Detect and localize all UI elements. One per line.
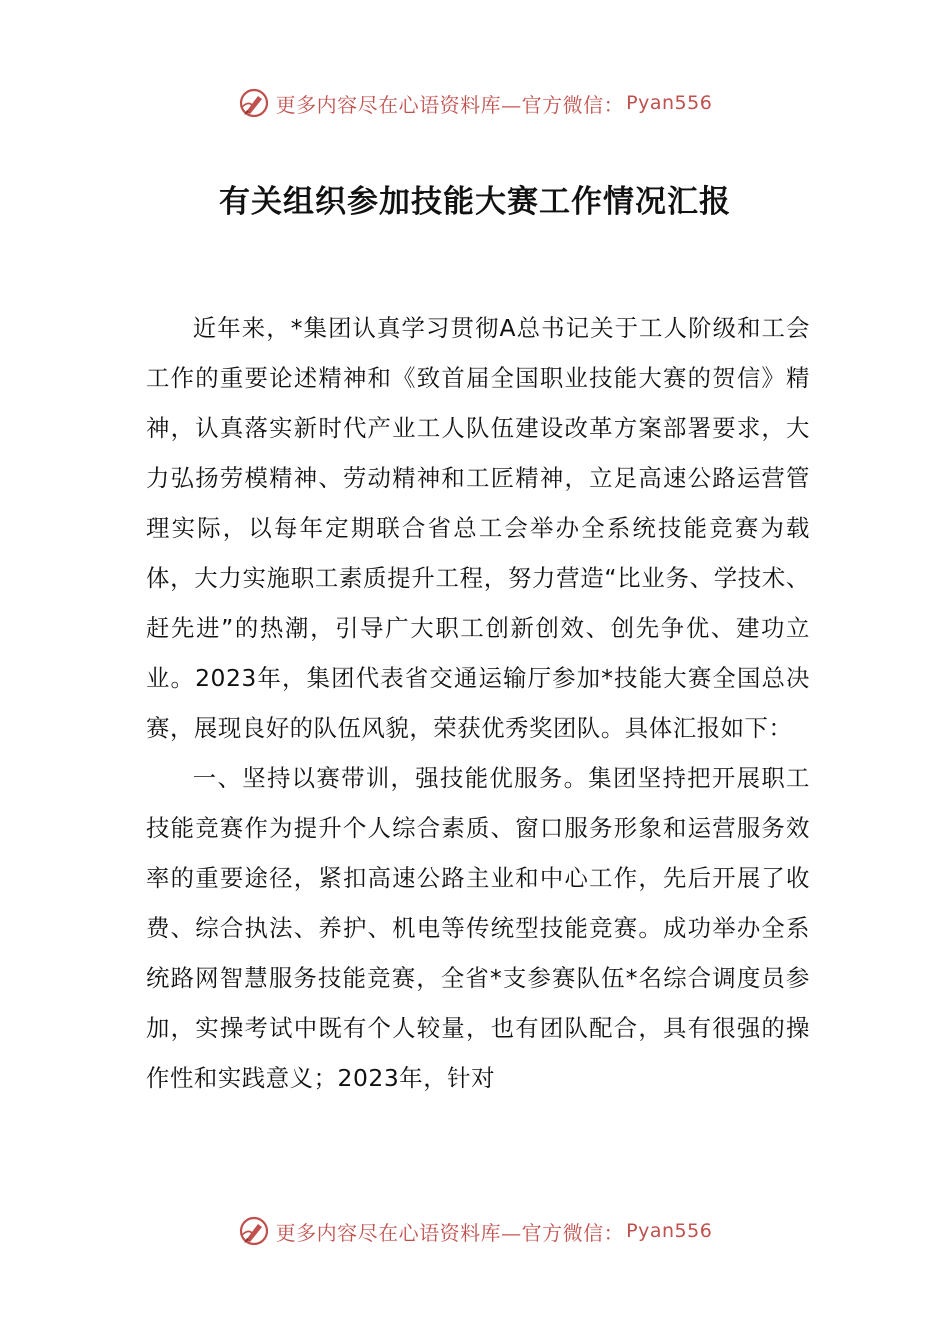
paragraph-section-one: 一、坚持以赛带训，强技能优服务。集团坚持把开展职工技能竞赛作为提升个人综合素质、窗口服务形象和运营服务效率的重要途径，紧扣高速公路主业和中心工作，先后开展了收费、综合执法、养护、机电等传统型技能竞赛。成功举办全系统路网智慧服务技能竞赛，全省*支参赛队伍*名综合调度员参加，实操考试中既有个人较量，也有团队配合，具有很强的操作性和实践意义；2023年，针对: [146, 764, 810, 1092]
watermark-text: 更多内容尽在心语资料库—官方微信：: [275, 92, 625, 117]
watermark-text: 更多内容尽在心语资料库—官方微信：: [275, 1220, 625, 1245]
document-body: [146, 303, 810, 1103]
document-title: 有关组织参加技能大赛工作情况汇报: [219, 184, 731, 220]
pen-logo-icon: [238, 87, 270, 119]
watermark-wechat-id: Pyan556: [626, 92, 713, 114]
watermark-wechat-id: Pyan556: [626, 1220, 713, 1242]
pen-logo-icon: [238, 1215, 270, 1247]
watermark-header: [0, 83, 950, 123]
paragraph-intro: 近年来，*集团认真学习贯彻A总书记关于工人阶级和工会工作的重要论述精神和《致首届全国职业技能大赛的贺信》精神，认真落实新时代产业工人队伍建设改革方案部署要求，大力弘扬劳模精神、劳动精神和工匠精神，立足高速公路运营管理实际，以每年定期联合省总工会举办全系统技能竞赛为载体，大力实施职工素质提升工程，努力营造“比业务、学技术、赶先进”的热潮，引导广大职工创新创效、创先争优、建功立业。2023年，集团代表省交通运输厅参加*技能大赛全国总决赛，展现良好的队伍风貌，荣获优秀奖团队。具体汇报如下：: [146, 314, 810, 742]
watermark-footer: [0, 1211, 950, 1251]
